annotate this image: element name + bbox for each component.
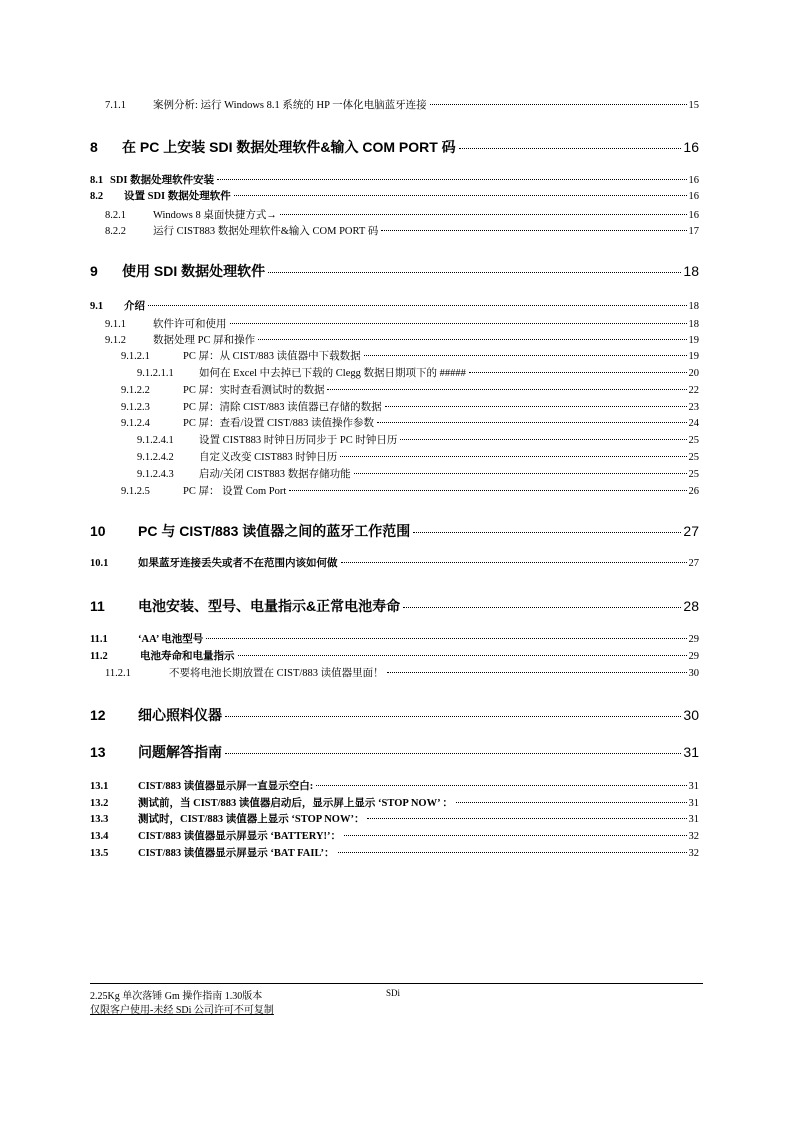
toc-entry[interactable] [90, 555, 699, 570]
toc-entry-title: 运行 CIST883 数据处理软件&输入 COM PORT 码 [153, 226, 379, 237]
toc-entry-number: 13.4 [90, 831, 109, 842]
toc-entry[interactable] [90, 172, 699, 187]
dot-leader [400, 439, 686, 440]
toc-entry-title: 电池安装、型号、电量指示&正常电池寿命 [138, 598, 401, 614]
toc-entry-title: PC 屏：查看/设置 CIST/883 读值操作参数 [183, 418, 375, 429]
toc-entry-title: PC 屏：实时查看测试时的数据 [183, 385, 325, 396]
toc-entry-title: 测试时，CIST/883 读值器上显示 ‘STOP NOW’： [138, 814, 365, 825]
toc-entry-title: CIST/883 读值器显示屏显示 ‘BAT FAIL’： [138, 848, 335, 859]
toc-entry-title: 不要将电池长期放置在 CIST/883 读值器里面！ [169, 668, 384, 679]
toc-entry-page: 32 [688, 848, 699, 859]
dot-leader [459, 148, 682, 149]
toc-entry-page: 27 [683, 523, 699, 539]
toc-entry-page: 16 [688, 175, 699, 186]
toc-entry-page: 25 [688, 435, 699, 446]
toc-entry[interactable] [90, 521, 699, 541]
toc-entry-page: 18 [688, 301, 699, 312]
footer-divider [90, 983, 703, 984]
toc-entry[interactable] [90, 298, 699, 313]
toc-entry-title: 自定义改变 CIST883 时钟日历 [199, 452, 338, 463]
toc-entry-title: PC 屏：清除 CIST/883 读值器已存储的数据 [183, 402, 382, 413]
toc-entry-number: 8.2.2 [105, 226, 126, 237]
toc-entry-number: 8.2 [90, 191, 104, 202]
toc-entry-number: 9.1.2.4.1 [137, 435, 174, 446]
toc-entry-page: 18 [683, 263, 699, 279]
dot-leader [377, 422, 686, 423]
toc-entry-number: 10 [90, 523, 106, 539]
toc-entry[interactable] [90, 795, 699, 810]
toc-entry-title: 设置 CIST883 时钟日历同步于 PC 时钟日历 [199, 435, 398, 446]
toc-entry-page: 29 [688, 651, 699, 662]
toc-entry[interactable] [121, 399, 699, 414]
toc-entry-number: 8.2.1 [105, 210, 126, 221]
toc-entry[interactable] [90, 845, 699, 860]
toc-entry-number: 13.3 [90, 814, 109, 825]
toc-entry-number: 7.1.1 [105, 100, 126, 111]
toc-entry-title: 介绍 [124, 301, 145, 312]
toc-entry-number: 9.1 [90, 301, 104, 312]
toc-entry-page: 28 [683, 598, 699, 614]
toc-entry-page: 16 [688, 210, 699, 221]
dot-leader [148, 305, 687, 306]
toc-entry-title: PC 与 CIST/883 读值器之间的蓝牙工作范围 [138, 523, 411, 539]
dot-leader [354, 473, 687, 474]
toc-entry-page: 25 [688, 452, 699, 463]
toc-entry-page: 30 [688, 668, 699, 679]
toc-entry[interactable] [137, 365, 699, 380]
toc-entry-title: PC 屏：从 CIST/883 读值器中下载数据 [183, 351, 361, 362]
toc-entry-number: 9.1.2.3 [121, 402, 150, 413]
dot-leader [234, 195, 687, 196]
dot-leader [206, 638, 686, 639]
toc-entry[interactable] [137, 466, 699, 481]
dot-leader [367, 818, 686, 819]
footer-notice: 仅限客户使用-未经 SDi 公司许可不可复制 [90, 1005, 274, 1016]
toc-entry-title: CIST/883 读值器显示屏显示 ‘BATTERY!’： [138, 831, 342, 842]
toc-entry[interactable] [90, 705, 699, 725]
dot-leader [469, 372, 687, 373]
toc-entry-title: 数据处理 PC 屏和操作 [153, 335, 256, 346]
toc-entry-title: 如果蓝牙连接丢失或者不在范围内该如何做 [138, 558, 338, 569]
toc-entry-page: 30 [683, 707, 699, 723]
toc-entry-page: 17 [688, 226, 699, 237]
toc-entry-page: 31 [688, 814, 699, 825]
dot-leader [230, 323, 687, 324]
toc-entry-page: 31 [688, 781, 699, 792]
toc-entry[interactable] [121, 382, 699, 397]
toc-entry[interactable] [121, 415, 699, 430]
toc-entry[interactable] [105, 223, 699, 238]
dot-leader [258, 339, 686, 340]
toc-entry-number: 9.1.2.1 [121, 351, 150, 362]
toc-entry-page: 15 [688, 100, 699, 111]
toc-entry-page: 19 [688, 351, 699, 362]
dot-leader [289, 490, 686, 491]
toc-entry-number: 13.5 [90, 848, 109, 859]
toc-entry-number: 8 [90, 139, 98, 155]
toc-entry-title: 案例分析: 运行 Windows 8.1 系统的 HP 一体化电脑蓝牙连接 [153, 100, 427, 111]
toc-entry-title: Windows 8 桌面快捷方式→ [153, 210, 277, 221]
toc-entry[interactable] [90, 811, 699, 826]
toc-entry-number: 9.1.1 [105, 319, 126, 330]
toc-entry[interactable] [90, 648, 699, 663]
toc-entry-number: 13 [90, 744, 106, 760]
dot-leader [340, 456, 686, 457]
toc-entry-number: 11.2.1 [105, 668, 131, 679]
dot-leader [341, 562, 687, 563]
toc-entry-page: 26 [688, 486, 699, 497]
toc-entry-title: SDI 数据处理软件安装 [110, 175, 215, 186]
dot-leader [344, 835, 686, 836]
toc-entry[interactable] [121, 483, 699, 498]
dot-leader [430, 104, 687, 105]
toc-entry-page: 20 [688, 368, 699, 379]
toc-entry-number: 11.2 [90, 651, 108, 662]
toc-entry-number: 13.1 [90, 781, 109, 792]
toc-entry-number: 9.1.2.1.1 [137, 368, 174, 379]
toc-entry-title: CIST/883 读值器显示屏一直显示空白: [138, 781, 314, 792]
toc-entry[interactable] [90, 778, 699, 793]
toc-entry[interactable] [105, 332, 699, 347]
toc-entry-number: 9.1.2 [105, 335, 126, 346]
toc-entry-number: 9.1.2.4.2 [137, 452, 174, 463]
toc-entry-number: 11 [90, 598, 105, 614]
toc-entry-page: 31 [688, 798, 699, 809]
toc-entry-title: 电池寿命和电量指示 [140, 651, 235, 662]
toc-entry-page: 25 [688, 469, 699, 480]
toc-entry[interactable] [105, 316, 699, 331]
toc-entry-page: 23 [688, 402, 699, 413]
toc-entry-page: 18 [688, 319, 699, 330]
toc-entry[interactable] [90, 137, 699, 157]
toc-entry-title: 细心照料仪器 [138, 707, 222, 723]
dot-leader [338, 852, 687, 853]
toc-entry-title: 问题解答指南 [138, 744, 222, 760]
toc-entry-page: 16 [683, 139, 699, 155]
toc-entry[interactable] [90, 742, 699, 762]
toc-entry[interactable] [137, 432, 699, 447]
dot-leader [403, 607, 681, 608]
toc-entry-number: 9 [90, 263, 98, 279]
dot-leader [268, 272, 681, 273]
dot-leader [413, 532, 681, 533]
dot-leader [385, 406, 687, 407]
toc-entry-page: 29 [688, 634, 699, 645]
toc-entry-title: 软件许可和使用 [153, 319, 227, 330]
dot-leader [225, 753, 681, 754]
toc-entry[interactable] [105, 97, 699, 112]
toc-entry-number: 9.1.2.5 [121, 486, 150, 497]
toc-entry[interactable] [105, 207, 699, 222]
footer-doc-title: 2.25Kg 单次落锤 Gm 操作指南 1.30版本 [90, 991, 263, 1002]
toc-entry[interactable] [90, 596, 699, 616]
toc-entry-number: 9.1.2.4.3 [137, 469, 174, 480]
toc-entry-page: 19 [688, 335, 699, 346]
toc-entry[interactable] [105, 665, 699, 680]
dot-leader [225, 716, 681, 717]
toc-entry-number: 11.1 [90, 634, 108, 645]
toc-entry-number: 9.1.2.2 [121, 385, 150, 396]
toc-entry[interactable] [90, 828, 699, 843]
toc-entry[interactable] [137, 449, 699, 464]
toc-entry-title: 如何在 Excel 中去掉已下载的 Clegg 数据日期项下的 ##### [199, 368, 466, 379]
toc-entry-title: 设置 SDI 数据处理软件 [124, 191, 231, 202]
toc-entry-number: 13.2 [90, 798, 109, 809]
dot-leader [316, 785, 686, 786]
dot-leader [280, 214, 687, 215]
dot-leader [381, 230, 686, 231]
dot-leader [327, 389, 686, 390]
toc-entry-title: 使用 SDI 数据处理软件 [122, 263, 266, 279]
footer-brand: SDi [386, 988, 401, 998]
toc-entry-page: 16 [688, 191, 699, 202]
toc-entry-number: 12 [90, 707, 106, 723]
toc-entry-page: 32 [688, 831, 699, 842]
dot-leader [238, 655, 687, 656]
toc-entry-title: PC 屏： 设置 Com Port [183, 486, 287, 497]
toc-entry-title: 在 PC 上安装 SDI 数据处理软件&输入 COM PORT 码 [122, 139, 456, 155]
toc-entry[interactable] [90, 261, 699, 281]
toc-entry-page: 27 [688, 558, 699, 569]
toc-entry[interactable] [90, 188, 699, 203]
dot-leader [217, 179, 686, 180]
dot-leader [456, 802, 687, 803]
toc-entry[interactable] [121, 348, 699, 363]
toc-entry-number: 8.1 [90, 175, 104, 186]
dot-leader [364, 355, 687, 356]
toc-entry-title: ‘AA’ 电池型号 [138, 634, 204, 645]
toc-entry-page: 31 [683, 744, 699, 760]
toc-entry-number: 10.1 [90, 558, 109, 569]
toc-entry-title: 测试前，当 CIST/883 读值器启动后，显示屏上显示 ‘STOP NOW’ ： [138, 798, 453, 809]
toc-entry-title: 启动/关闭 CIST883 数据存储功能 [199, 469, 351, 480]
toc-entry-number: 9.1.2.4 [121, 418, 150, 429]
toc-entry-page: 24 [688, 418, 699, 429]
toc-entry[interactable] [90, 631, 699, 646]
toc-entry-page: 22 [688, 385, 699, 396]
dot-leader [387, 672, 687, 673]
